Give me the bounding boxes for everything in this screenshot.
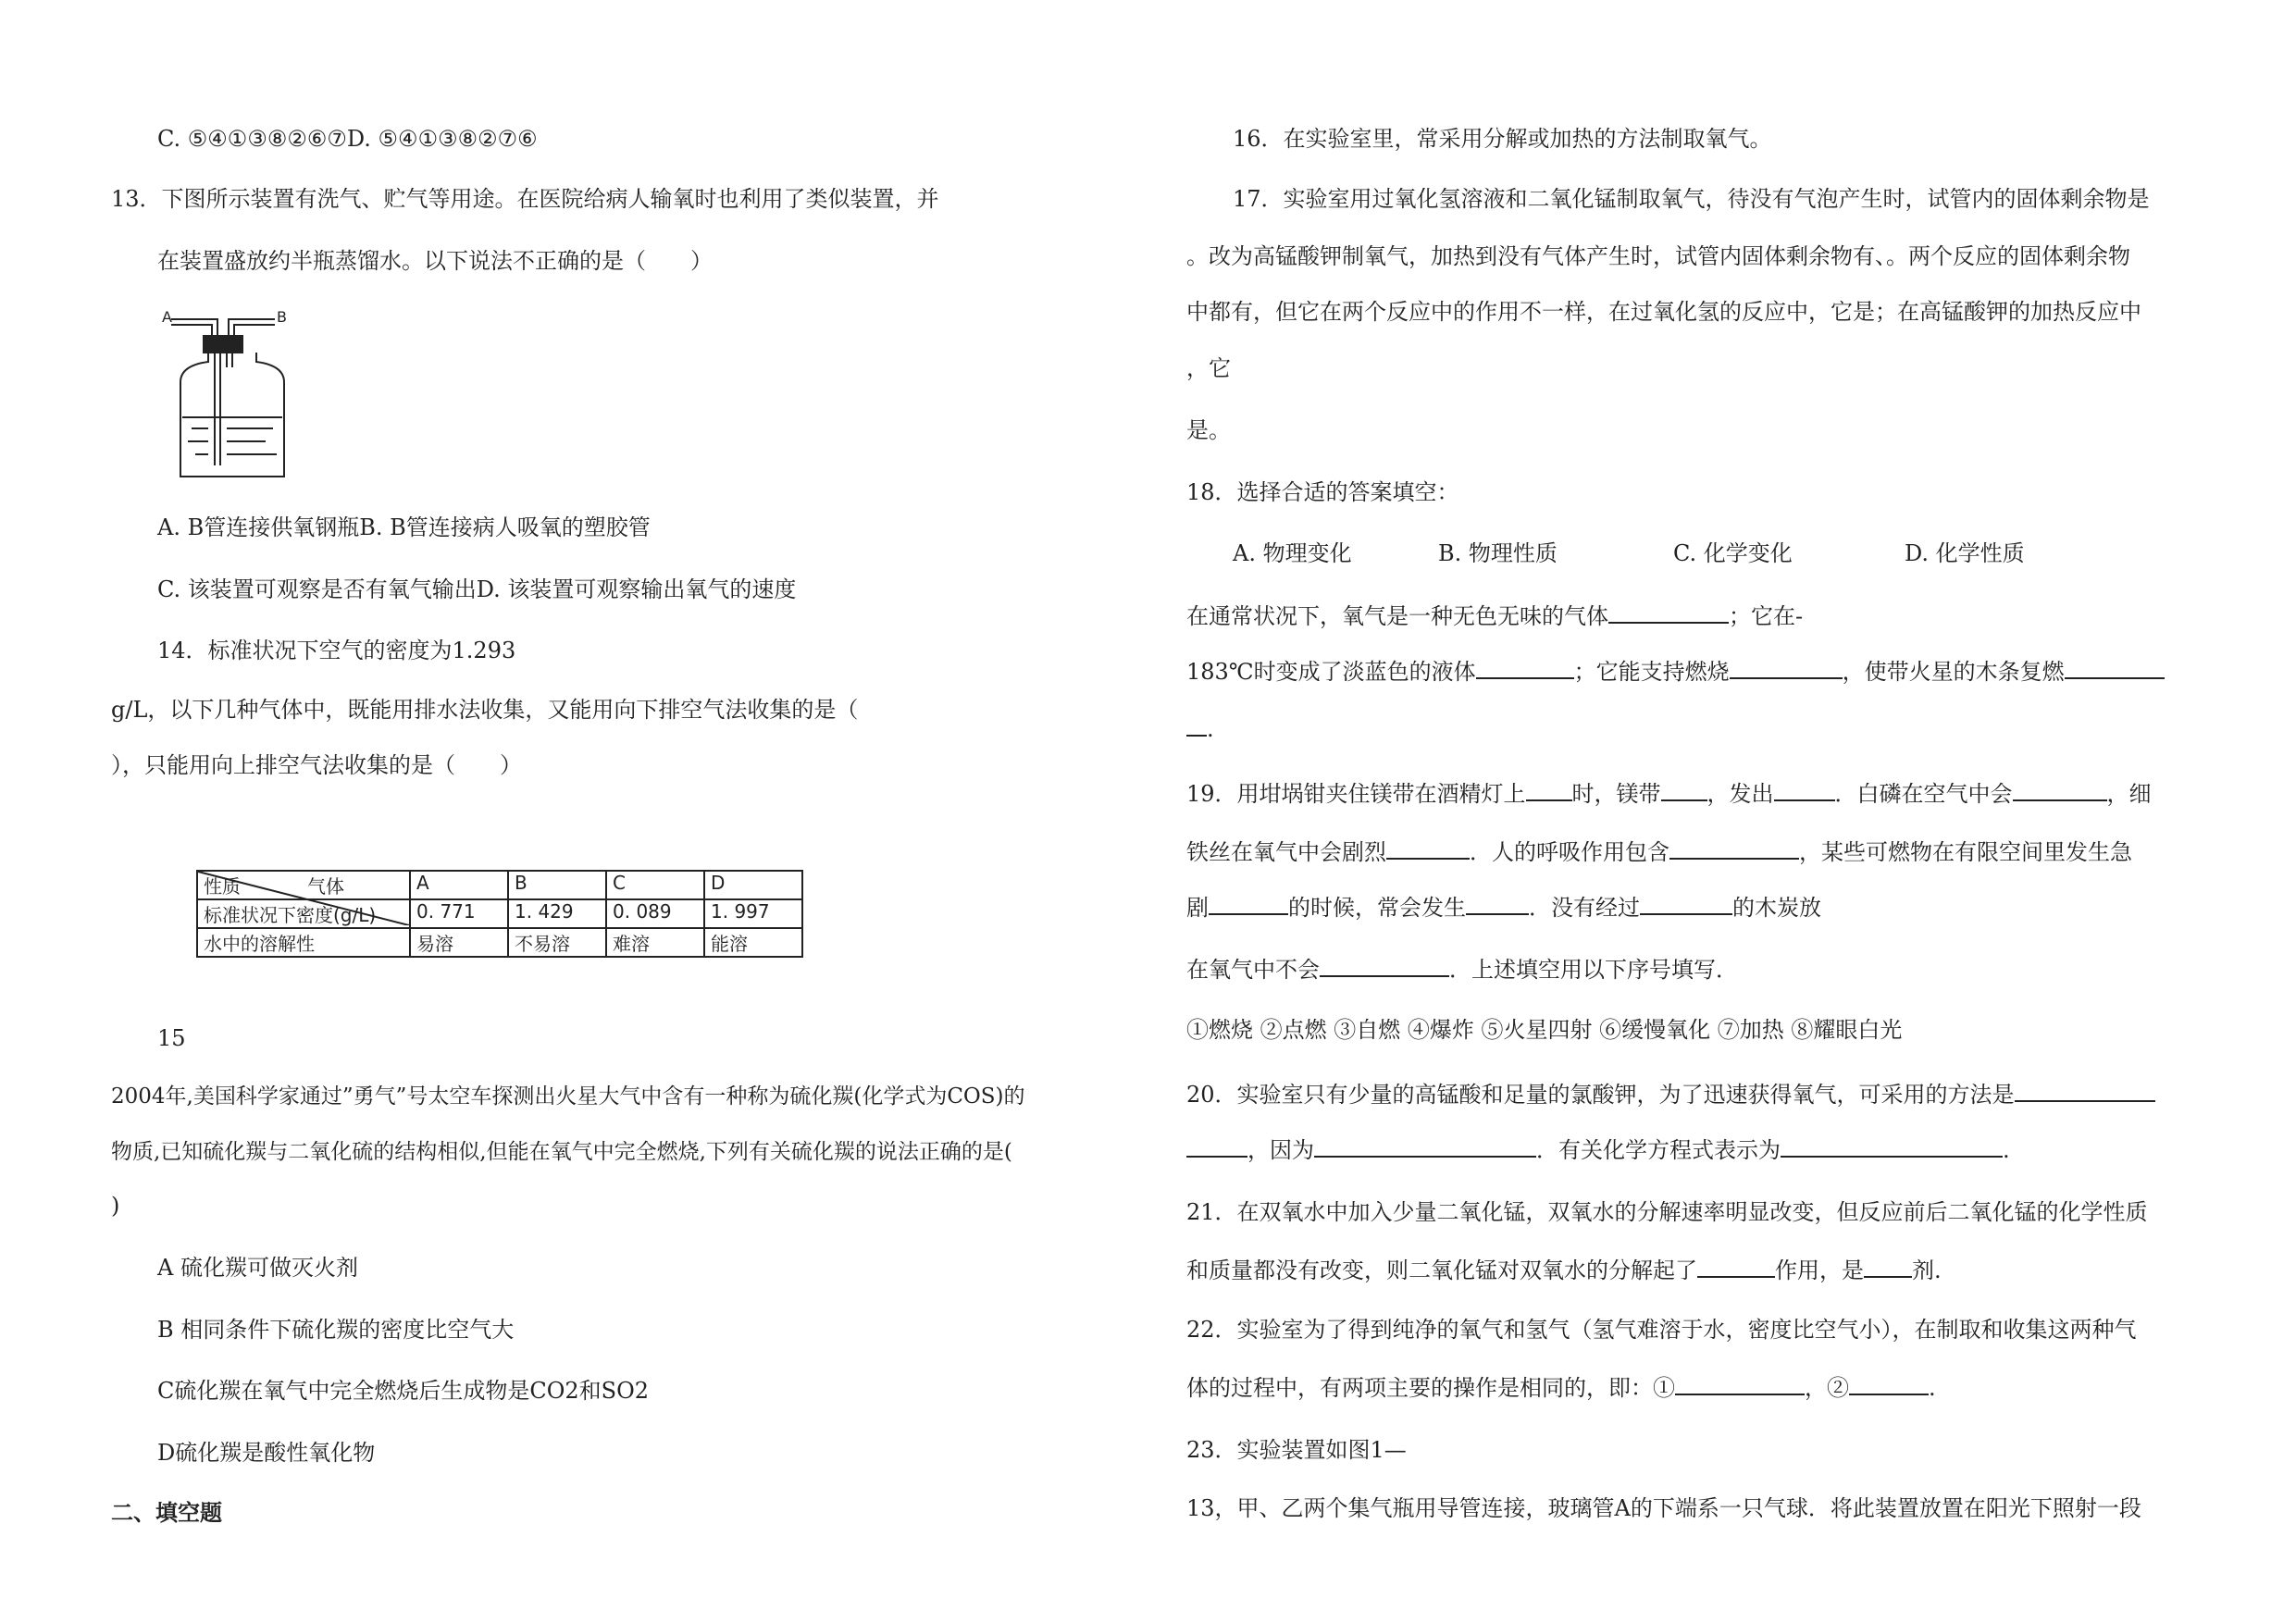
q15-option-b: B 相同条件下硫化羰的密度比空气大 (157, 1317, 515, 1343)
table-cell: 0. 771 (410, 899, 508, 928)
answer-blank[interactable] (1526, 779, 1572, 801)
bottle-label-b: B (277, 308, 287, 326)
answer-blank[interactable] (1640, 893, 1732, 915)
q13-options-ab: A. B管连接供氧钢瓶B. B管连接病人吸氧的塑胶管 (157, 514, 651, 540)
q15-stem-close: ) (111, 1193, 120, 1219)
answer-blank[interactable] (1186, 714, 1207, 737)
q23-line2: 13，甲、乙两个集气瓶用导管连接，玻璃管A的下端系一只气球．将此装置放置在阳光下照射一段 (1186, 1495, 2141, 1521)
answer-blank[interactable] (1320, 955, 1449, 977)
q19-text: ．白磷在空气中会 (1834, 781, 2013, 807)
q15-number: 15 (157, 1025, 186, 1051)
q15-stem-cont: 物质,已知硫化羰与二氧化硫的结构相似,但能在氧气中完全燃烧,下列有关硫化羰的说法正确的是( (111, 1140, 1012, 1164)
header-gas: 气体 (307, 875, 344, 898)
q19-line4 (1186, 955, 1738, 984)
q19-text: ．没有经过 (1529, 895, 1640, 921)
q16: 16．在实验室里，常采用分解或加热的方法制取氧气。 (1233, 126, 1772, 152)
answer-blank[interactable] (1209, 893, 1288, 915)
q15-stem: 2004年,美国科学家通过”勇气”号太空车探测出火星大气中含有一种称为硫化羰(化学式为COS)的 (111, 1084, 1025, 1109)
q15-option-c: C硫化羰在氧气中完全燃烧后生成物是CO2和SO2 (157, 1378, 650, 1404)
answer-blank[interactable] (1864, 1256, 1912, 1278)
answer-blank[interactable] (1661, 779, 1707, 801)
answer-blank[interactable] (1608, 601, 1729, 624)
q12-options-line: C. ⑤④①③⑧②⑥⑦D. ⑤④①③⑧②⑦⑥ (157, 126, 538, 152)
col-header-d: D (704, 871, 802, 899)
q18-line3 (1186, 714, 1214, 743)
q22-text: . (1929, 1375, 1936, 1401)
row-label: 水中的溶解性 (197, 928, 410, 957)
q14-stem-cont2: ），只能用向上排空气法收集的是（ ） (111, 752, 522, 778)
q13-stem: 13．下图所示装置有洗气、贮气等用途。在医院给病人输氧时也利用了类似装置，并 (111, 186, 939, 212)
q19-line3 (1186, 893, 1821, 922)
q19-text: ，发出 (1706, 781, 1774, 807)
q19-line1 (1186, 779, 2152, 808)
table-cell: 1. 997 (704, 899, 802, 928)
q14-stem-cont: g/L，以下几种气体中，既能用排水法收集，又能用向下排空气法收集的是（ (111, 697, 859, 723)
q17-line2: 。改为高锰酸钾制氧气，加热到没有气体产生时，试管内固体剩余物有、。两个反应的固体剩余物 (1186, 243, 2130, 269)
table-cell: 易溶 (410, 928, 508, 957)
answer-blank[interactable] (2015, 1080, 2155, 1102)
answer-blank[interactable] (1675, 1373, 1805, 1395)
gas-washing-bottle-figure (162, 308, 356, 484)
answer-blank[interactable] (1314, 1135, 1536, 1158)
table-cell: 0. 089 (606, 899, 704, 928)
answer-blank[interactable] (1774, 779, 1835, 801)
q18-text: ；它在- (1729, 603, 1804, 629)
answer-blank[interactable] (1476, 657, 1574, 679)
q18-line1 (1186, 601, 1803, 630)
q20-line2 (1186, 1135, 2010, 1164)
q19-text: 时，镁带 (1571, 781, 1661, 807)
q18-text: 在通常状况下，氧气是一种无色无味的气体 (1186, 603, 1608, 629)
q18-text: . (1207, 716, 1214, 742)
q20-text: ，因为 (1247, 1137, 1314, 1163)
answer-blank[interactable] (1849, 1373, 1929, 1395)
q21-text: 作用，是 (1775, 1258, 1864, 1283)
q20-text: 20．实验室只有少量的高锰酸和足量的氯酸钾，为了迅速获得氧气，可采用的方法是 (1186, 1082, 2015, 1108)
answer-blank[interactable] (1697, 1256, 1775, 1278)
answer-blank[interactable] (1466, 893, 1529, 915)
q18-stem: 18．选择合适的答案填空： (1186, 479, 1459, 505)
q19-text: 的时候，常会发生 (1288, 895, 1466, 921)
q18-option-d: D. 化学性质 (1905, 540, 2025, 566)
q20-text: ．有关化学方程式表示为 (1536, 1137, 1781, 1163)
q20-text: . (2003, 1137, 2010, 1163)
table-row (197, 928, 802, 957)
gas-washing-bottle-diagram (162, 308, 356, 484)
q18-option-b: B. 物理性质 (1438, 540, 1558, 566)
col-header-c: C (606, 871, 704, 899)
answer-blank[interactable] (1386, 837, 1470, 860)
q19-text: 在氧气中不会 (1186, 957, 1320, 983)
q21-line1: 21．在双氧水中加入少量二氧化锰，双氧水的分解速率明显改变，但反应前后二氧化锰的化学性质 (1186, 1199, 2148, 1225)
header-property: 性质 (204, 875, 241, 898)
answer-blank[interactable] (1669, 837, 1799, 860)
gas-properties-table (196, 870, 803, 958)
answer-blank[interactable] (1781, 1135, 2003, 1158)
q17-line1: 17．实验室用过氧化氢溶液和二氧化锰制取氧气，待没有气泡产生时，试管内的固体剩余物是 (1233, 186, 2150, 212)
table-cell: 能溶 (704, 928, 802, 957)
q18-line2 (1186, 657, 2165, 686)
answer-blank[interactable] (1186, 1135, 1247, 1158)
bottle-label-a: A (162, 308, 172, 326)
q22-text: ，② (1805, 1375, 1849, 1401)
q19-line2 (1186, 837, 2132, 866)
q13-stem-cont: 在装置盛放约半瓶蒸馏水。以下说法不正确的是（ ） (157, 248, 713, 274)
table-diagonal-header (197, 871, 410, 899)
table-cell: 不易溶 (508, 928, 606, 957)
col-header-b: B (508, 871, 606, 899)
q19-text: 剧 (1186, 895, 1209, 921)
q18-text: ，使带火星的木条复燃 (1842, 659, 2065, 685)
q15-option-d: D硫化羰是酸性氧化物 (157, 1440, 376, 1466)
q19-text: 19．用坩埚钳夹住镁带在酒精灯上 (1186, 781, 1526, 807)
col-header-a: A (410, 871, 508, 899)
q19-options-list: ①燃烧 ②点燃 ③自燃 ④爆炸 ⑤火星四射 ⑥缓慢氧化 ⑦加热 ⑧耀眼白光 (1186, 1017, 1903, 1043)
answer-blank[interactable] (1730, 657, 1843, 679)
q21-text: 和质量都没有改变，则二氧化锰对双氧水的分解起了 (1186, 1258, 1697, 1283)
q14-stem: 14．标准状况下空气的密度为1.293 (157, 638, 516, 663)
table-cell: 1. 429 (508, 899, 606, 928)
q17-line4: ，它 (1186, 355, 1231, 381)
answer-blank[interactable] (2065, 657, 2165, 679)
answer-blank[interactable] (2013, 779, 2107, 801)
q22-text: 体的过程中，有两项主要的操作是相同的，即：① (1186, 1375, 1675, 1401)
q13-options-cd: C. 该装置可观察是否有氧气输出D. 该装置可观察输出氧气的速度 (157, 576, 797, 602)
q18-text: 183℃时变成了淡蓝色的液体 (1186, 659, 1476, 685)
q20-line1 (1186, 1080, 2155, 1109)
q23-line1: 23．实验装置如图1— (1186, 1437, 1407, 1463)
q22-line1: 22．实验室为了得到纯净的氧气和氢气（氢气难溶于水，密度比空气小），在制取和收集这两种气 (1186, 1317, 2137, 1343)
q15-option-a: A 硫化羰可做灭火剂 (157, 1255, 358, 1281)
q18-text: ；它能支持燃烧 (1573, 659, 1730, 685)
row-label: 标准状况下密度(g/L) (197, 899, 410, 928)
q19-text: ，细 (2106, 781, 2152, 807)
q19-text: ．上述填空用以下序号填写． (1449, 957, 1738, 983)
q17-line3: 中都有，但它在两个反应中的作用不一样，在过氧化氢的反应中，它是；在高锰酸钾的加热反应中 (1186, 299, 2141, 325)
q19-text: 铁丝在氧气中会剧烈 (1186, 839, 1386, 865)
q21-text: 剂. (1912, 1258, 1942, 1283)
q17-line5: 是。 (1186, 417, 1231, 443)
q18-option-c: C. 化学变化 (1673, 540, 1793, 566)
table-cell: 难溶 (606, 928, 704, 957)
q19-text: ，某些可燃物在有限空间里发生急 (1799, 839, 2132, 865)
q21-line2 (1186, 1256, 1942, 1284)
q19-text: ．人的呼吸作用包含 (1470, 839, 1669, 865)
q18-option-a: A. 物理变化 (1233, 540, 1352, 566)
section-heading-fill-in: 二、填空题 (111, 1499, 222, 1526)
q22-line2 (1186, 1373, 1936, 1402)
q19-text: 的木炭放 (1732, 895, 1821, 921)
